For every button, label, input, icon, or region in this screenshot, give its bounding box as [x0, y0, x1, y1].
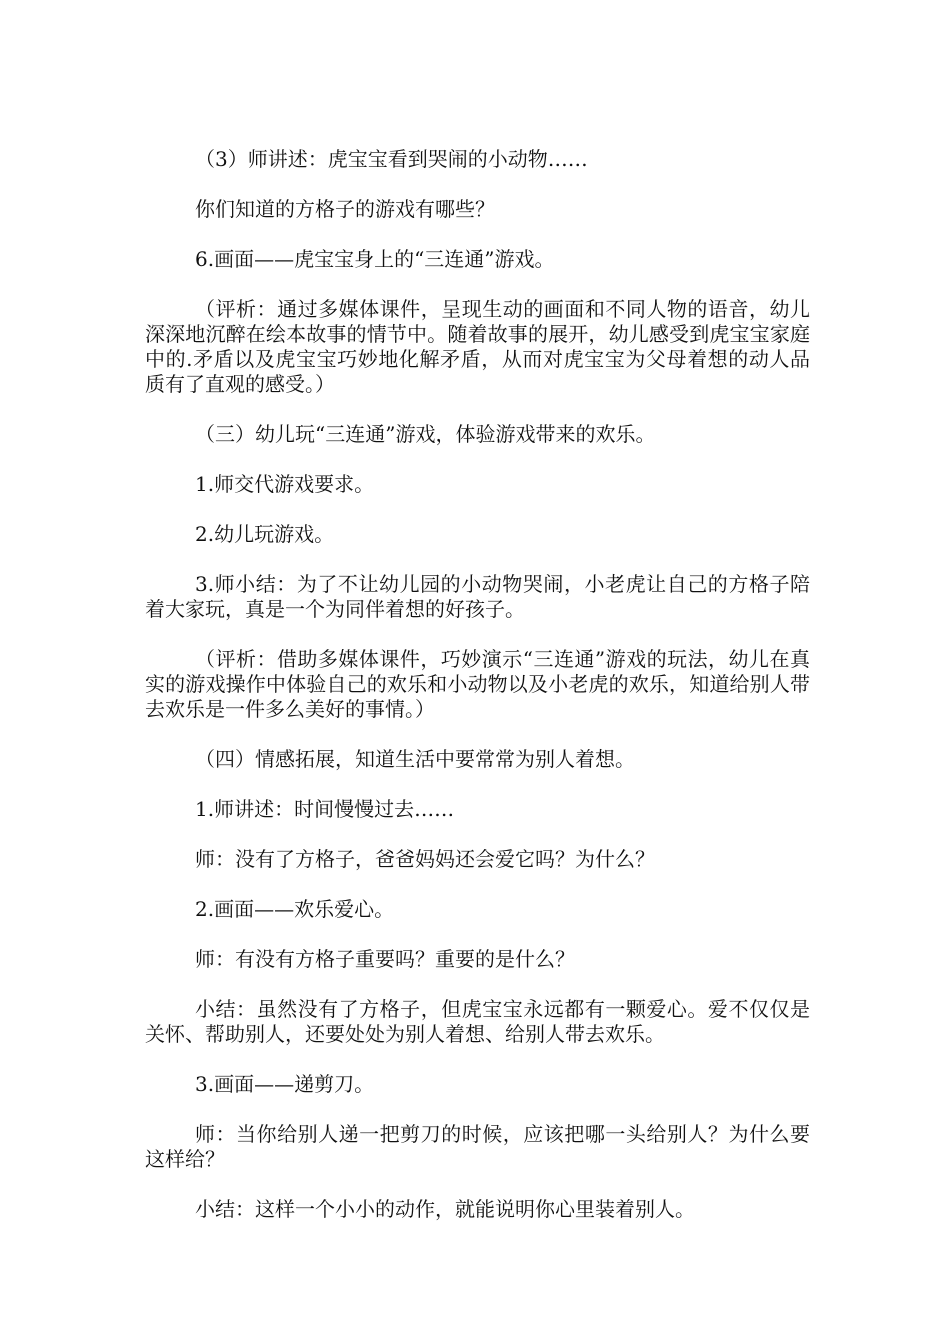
paragraph: 你们知道的方格子的游戏有哪些？ — [195, 197, 495, 221]
document-body — [145, 147, 810, 1247]
paragraph: 小结：虽然没有了方格子，但虎宝宝永远都有一颗爱心。爱不仅仅是关怀、帮助别人，还要处处为别人着想、给别人带去欢乐。 — [145, 997, 810, 1046]
paragraph: 2.幼儿玩游戏。 — [195, 522, 335, 546]
paragraph: 小结：这样一个小小的动作，就能说明你心里装着别人。 — [195, 1197, 695, 1221]
paragraph: （三）幼儿玩“三连通”游戏，体验游戏带来的欢乐。 — [195, 422, 656, 446]
paragraph: （评析：借助多媒体课件，巧妙演示“三连通”游戏的玩法，幼儿在真实的游戏操作中体验自己的欢乐和小动物以及小老虎的欢乐，知道给别人带去欢乐是一件多么美好的事情。） — [145, 647, 810, 721]
paragraph: 3.师小结：为了不让幼儿园的小动物哭闹，小老虎让自己的方格子陪着大家玩，真是一个为同伴着想的好孩子。 — [145, 572, 810, 621]
paragraph: （四）情感拓展，知道生活中要常常为别人着想。 — [195, 747, 635, 771]
paragraph: （评析：通过多媒体课件，呈现生动的画面和不同人物的语音，幼儿深深地沉醉在绘本故事的情节中。随着故事的展开，幼儿感受到虎宝宝家庭中的.矛盾以及虎宝宝巧妙地化解矛盾，从而对虎宝宝为父母着想的动人品质有了直观的感受。） — [145, 297, 810, 396]
paragraph: （3）师讲述：虎宝宝看到哭闹的小动物…… — [195, 147, 588, 171]
paragraph: 6.画面——虎宝宝身上的“三连通”游戏。 — [195, 247, 555, 271]
paragraph: 师：没有了方格子，爸爸妈妈还会爱它吗？为什么？ — [195, 847, 655, 871]
paragraph: 师：有没有方格子重要吗？重要的是什么？ — [195, 947, 575, 971]
paragraph: 1.师交代游戏要求。 — [195, 472, 375, 496]
paragraph: 3.画面——递剪刀。 — [195, 1072, 375, 1096]
paragraph: 1.师讲述：时间慢慢过去…… — [195, 797, 455, 821]
paragraph: 2.画面——欢乐爱心。 — [195, 897, 395, 921]
paragraph: 师：当你给别人递一把剪刀的时候，应该把哪一头给别人？为什么要这样给？ — [145, 1122, 810, 1171]
